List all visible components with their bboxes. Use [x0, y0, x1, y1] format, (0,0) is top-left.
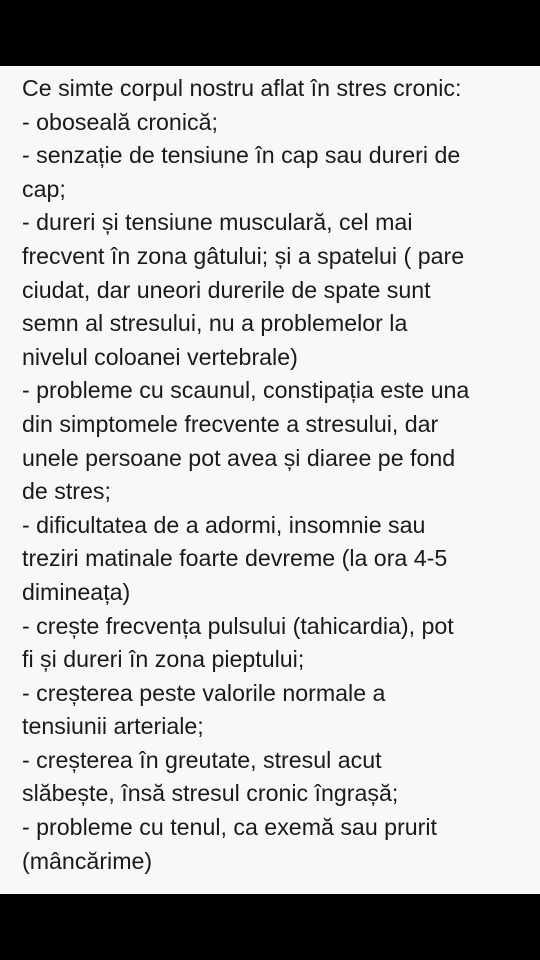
post-line: - probleme cu tenul, ca exemă sau prurit: [22, 814, 437, 841]
post-text: [22, 72, 532, 878]
top-black-bar: [0, 0, 540, 66]
post-line: tensiunii arteriale;: [22, 713, 204, 740]
post-line: frecvent în zona gâtului; și a spatelui ( pare: [22, 242, 465, 269]
bottom-black-bar: [0, 894, 540, 960]
post-line: - dificultatea de a adormi, insomnie sau: [22, 511, 426, 538]
post-line: - dureri și tensiune musculară, cel mai: [22, 209, 413, 236]
post-line: treziri matinale foarte devreme (la ora 4-5: [22, 545, 448, 572]
post-line: unele persoane pot avea și diaree pe fond: [22, 444, 456, 471]
post-line: din simptomele frecvente a stresului, dar: [22, 410, 439, 437]
post-line: Ce simte corpul nostru aflat în stres cronic:: [22, 75, 462, 101]
post-line: cap;: [22, 175, 66, 202]
post-line: nivelul coloanei vertebrale): [22, 343, 298, 370]
post-line: - creșterea în greutate, stresul acut: [22, 746, 382, 773]
text-post-panel: [0, 66, 540, 894]
post-line: dimineața): [22, 578, 131, 605]
post-line: slăbește, însă stresul cronic îngrașă;: [22, 780, 399, 807]
post-line: - crește frecvența pulsului (tahicardia), pot: [22, 612, 454, 639]
post-line: - oboseală cronică;: [22, 108, 218, 135]
post-line: fi și dureri în zona pieptului;: [22, 646, 305, 673]
post-line: de stres;: [22, 478, 111, 505]
post-line: - probleme cu scaunul, constipația este una: [22, 377, 470, 404]
post-line: - creșterea peste valorile normale a: [22, 679, 386, 706]
post-line: (mâncărime): [22, 847, 153, 874]
post-line: ciudat, dar uneori durerile de spate sunt: [22, 276, 431, 303]
post-line: - senzație de tensiune în cap sau dureri de: [22, 142, 461, 169]
post-line: semn al stresului, nu a problemelor la: [22, 310, 408, 337]
